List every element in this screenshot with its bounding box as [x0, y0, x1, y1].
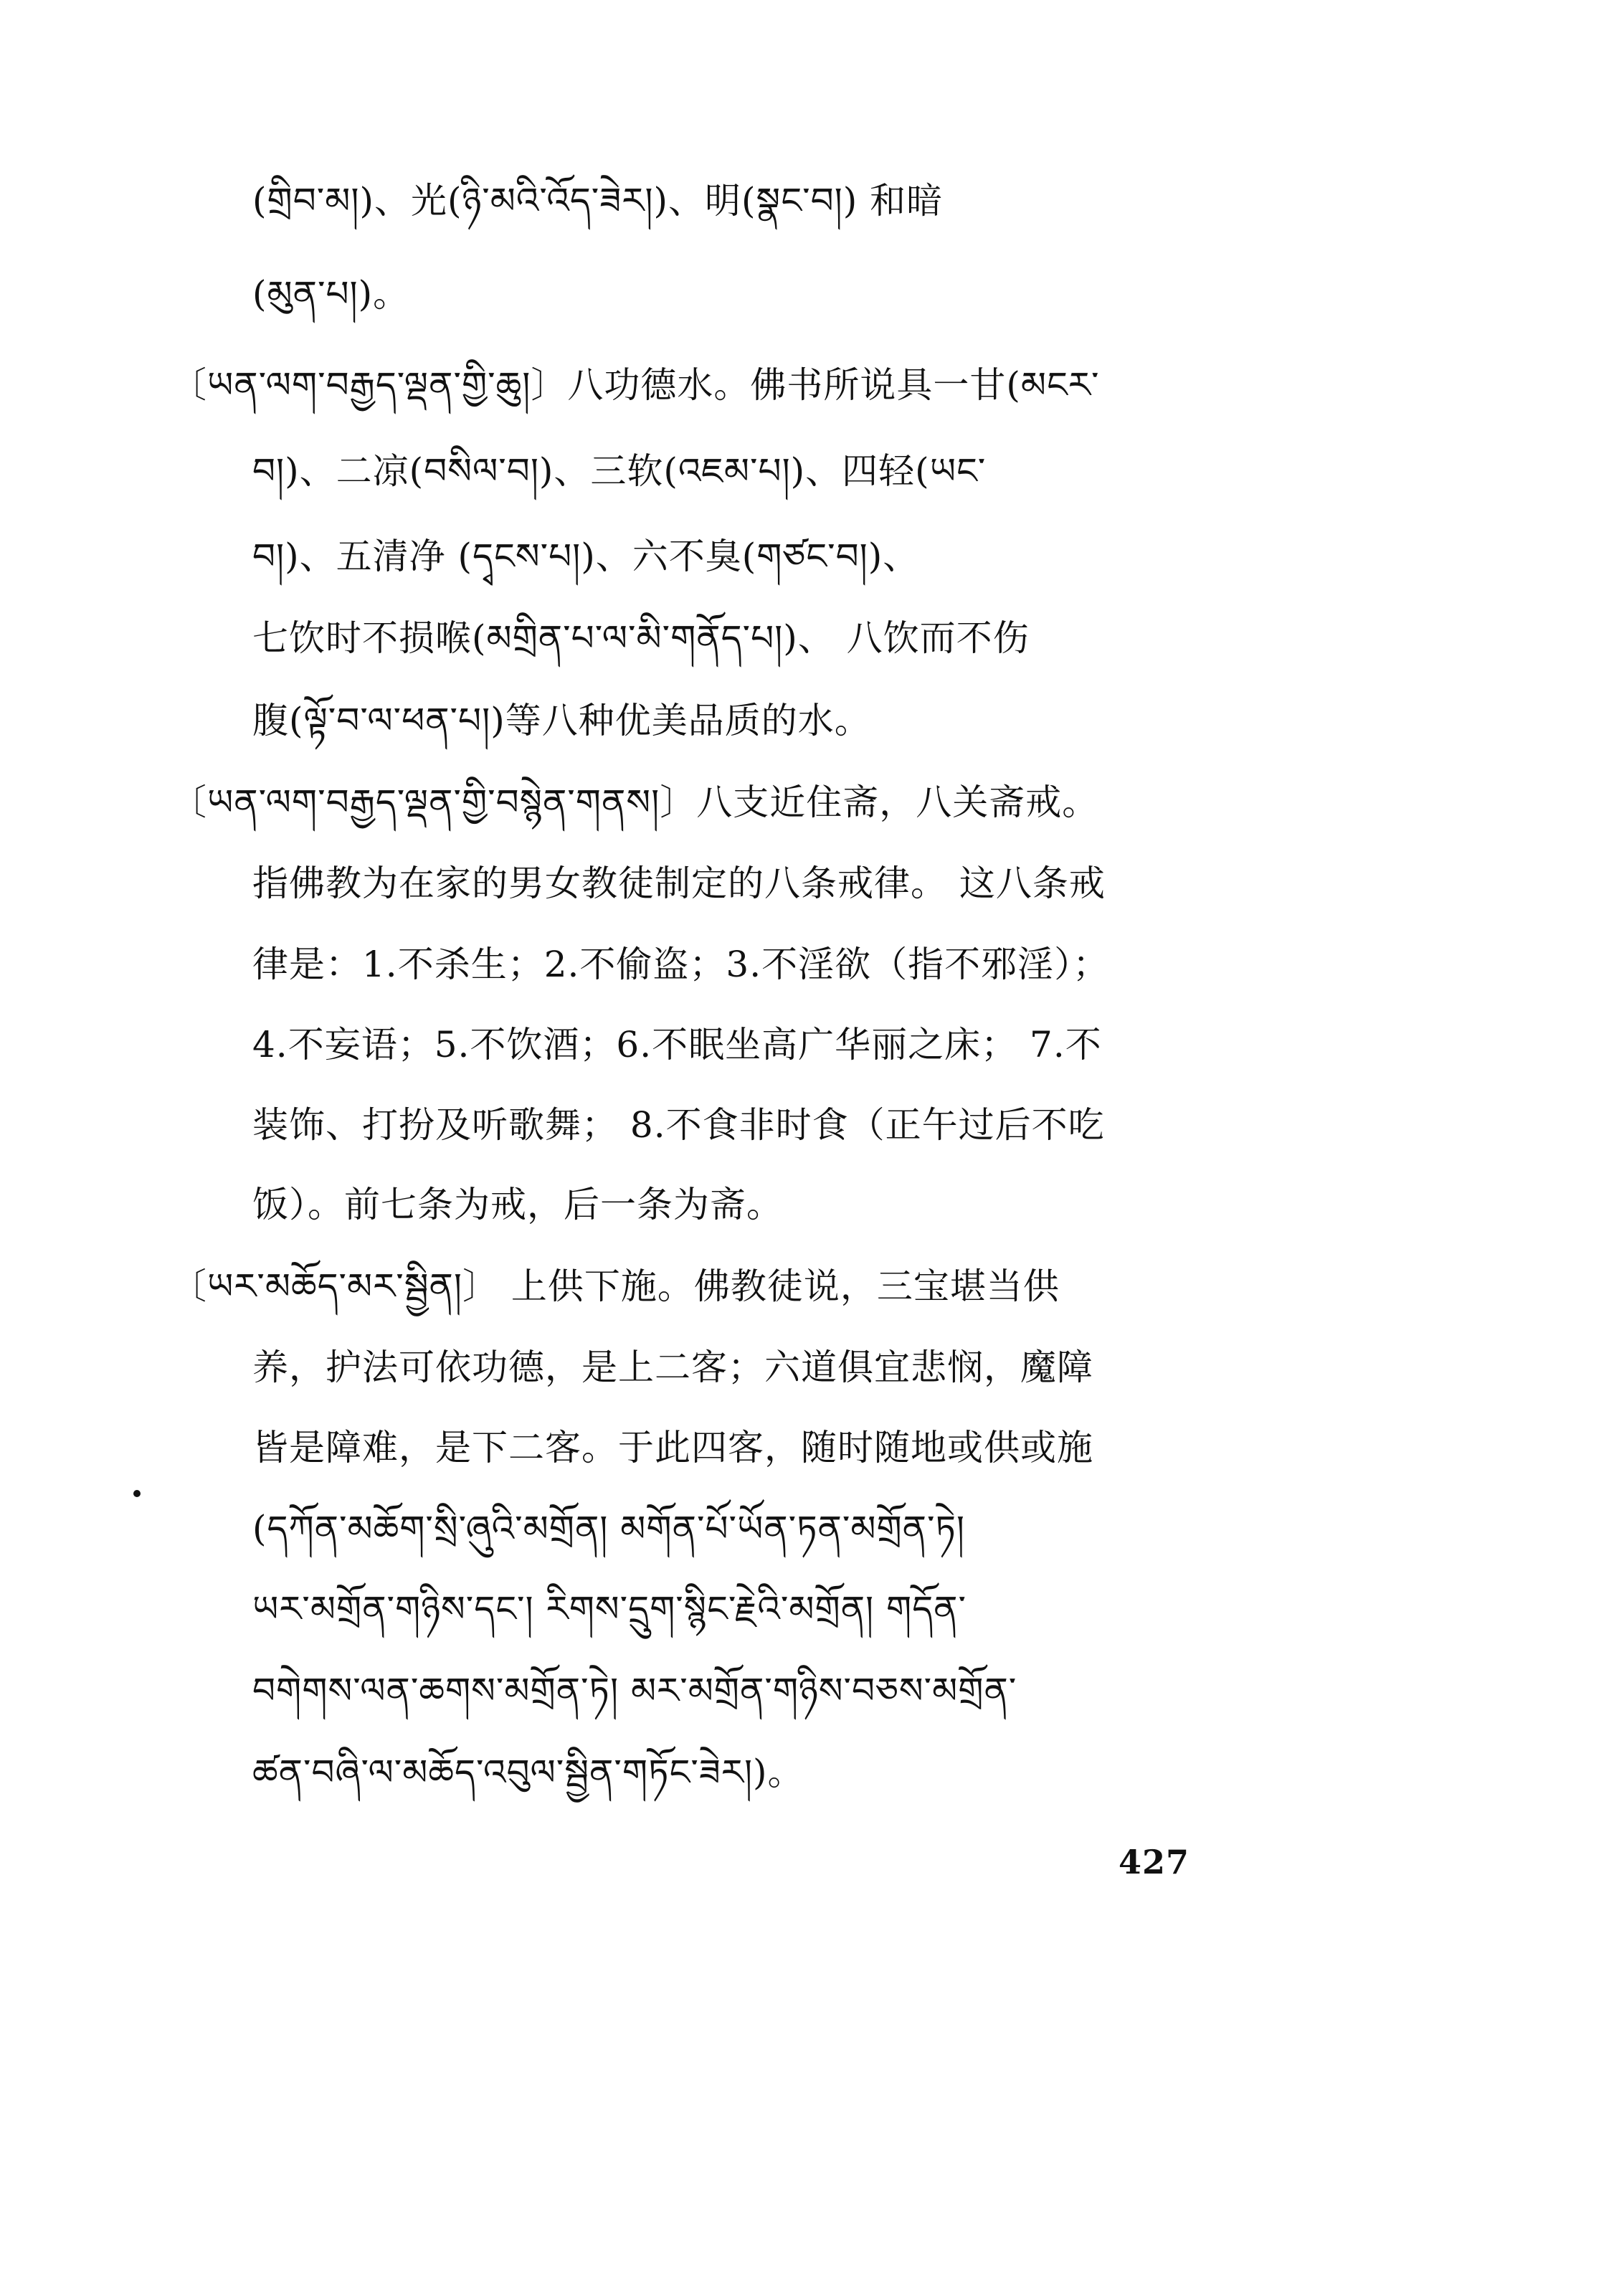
entry-text-line: (གྲིབ་མ།)、光(ཉི་མའི་འོད་ཟེར།)、明(སྣང་བ།) 和暗 [252, 180, 944, 222]
entry-text-line: (དཀོན་མཆོག་སྲི་ཞུའི་མགྲོན། མགོན་པོ་ཡོན་ཏན་མགྲོན་ཏེ། [252, 1508, 965, 1549]
entry-text-line: 饭）。前七条为戒，后一条为斋。 [252, 1184, 783, 1225]
entry-text-line: (མུན་པ།)。 [252, 273, 410, 315]
entry-text-line: 指佛教为在家的男女教徒制定的八条戒律。 这八条戒 [252, 863, 1106, 904]
entry-text-line: ཡར་མགྲོན་གཉིས་དང་། རིགས་དྲུག་སྙིང་རྗེའི་མགྲོན། གདོན་ [252, 1588, 967, 1630]
scan-speck [133, 1490, 141, 1497]
entry-text-line: 腹(ལྟོ་བ་ལ་ཕན་པ།)等八种优美品质的水。 [252, 700, 871, 741]
entry-text-line: བ།)、五清净 (དྭངས་པ།)、六不臭(གཙང་བ།)、 [252, 536, 920, 577]
entry-text-line: 装饰、打扮及听歌舞； 8.不食非时食（正午过后不吃 [252, 1104, 1105, 1146]
entry-text-line: ཚན་བཞི་ལ་མཆོད་འབུལ་སྦྱིན་གཏོང་ཟེར།)。 [252, 1752, 804, 1793]
entry-text-line: 4.不妄语；5.不饮酒；6.不眠坐高广华丽之床； 7.不 [252, 1024, 1102, 1065]
entry-text-line: 律是：1.不杀生；2.不偷盗；3.不淫欲（指不邪淫）； [252, 944, 1110, 985]
entry-headword-line: 〔ཡན་ལག་བརྒྱད་ལྡན་གྱི་བསྙེན་གནས།〕八支近住斋，八关斋戒。 [171, 782, 1099, 823]
entry-text-line: 七饮时不损喉(མགྲིན་པ་ལ་མི་གནོད་པ།)、 八饮而不伤 [252, 617, 1030, 659]
entry-text-line: བ།)、二凉(བསིལ་བ།)、三软(འཇམ་པ།)、四轻(ཡང་ [252, 450, 987, 492]
entry-headword-line: 〔ཡན་ལག་བརྒྱད་ལྡན་གྱི་ཆུ།〕八功德水。佛书所说具一甘(མངར་ [171, 364, 1100, 406]
entry-text-line: 皆是障难，是下二客。于此四客，随时随地或供或施 [252, 1427, 1093, 1468]
entry-text-line: 养，护法可依功德，是上二客；六道俱宜悲悯，魔障 [252, 1347, 1093, 1388]
entry-text-line: བགེགས་ལན་ཆགས་མགྲོན་ཏེ། མར་མགྲོན་གཉིས་བཅས་མགྲོན་ [252, 1670, 1017, 1712]
entry-headword-line: 〔ཡར་མཆོད་མར་སྦྱིན།〕 上供下施。佛教徒说，三宝堪当供 [171, 1266, 1060, 1307]
page-number: 427 [1119, 1843, 1190, 1881]
